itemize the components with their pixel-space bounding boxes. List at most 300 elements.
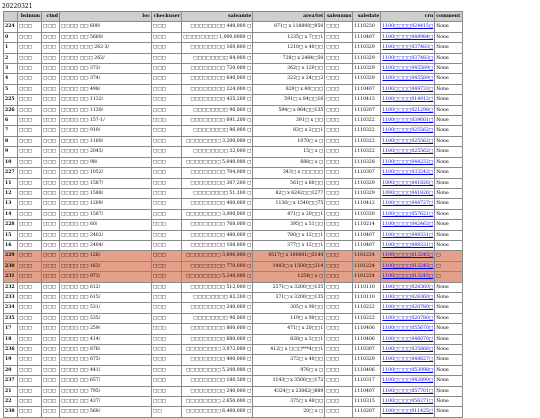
checkuser-cell: □□□ (152, 261, 182, 271)
table-row (4, 220, 463, 230)
area-cell: 828□ x 3□□1 (253, 334, 325, 344)
cru-link[interactable]: 1090□□□□041826□ (381, 188, 435, 198)
loc-cell: □□□□ □□ 2402/ (60, 230, 152, 240)
checkuser-cell: □□□ (152, 313, 182, 323)
ctnd-cell: □□□ (42, 84, 60, 94)
row-index: 14 (4, 209, 18, 219)
saledate-cell: 1110207 (353, 105, 381, 115)
checkuser-cell: □□□ (152, 334, 182, 344)
saleamte-cell: □□□□□□□□ 83,200 □ (182, 292, 253, 302)
saleamte-cell: □□□□□□□□ 3,696,000 □ (182, 251, 253, 261)
loc-cell: □□□□ □□ 163/ (60, 261, 152, 271)
table-row (4, 365, 463, 375)
salenums-cell: □□□ (325, 84, 353, 94)
checkuser-cell: □□□ (152, 188, 182, 198)
saledate-cell: 1110214 (353, 220, 381, 230)
area-cell: 1403□ x 1500□□314 (253, 261, 325, 271)
comment-cell: None (435, 22, 463, 32)
checkuser-cell: □□□ (152, 74, 182, 84)
column-header-checkuser[interactable]: checkuser (152, 12, 182, 22)
bsinum-cell: □□□ (18, 365, 42, 375)
loc-cell: □□□□ □□ 919/ (60, 126, 152, 136)
saledate-cell: 1110322 (353, 126, 381, 136)
comment-cell: None (435, 240, 463, 250)
table-row (4, 178, 463, 188)
area-cell: 471□ x 20□□1 (253, 209, 325, 219)
column-header-index[interactable] (4, 12, 18, 22)
ctnd-cell: □□□ (42, 168, 60, 178)
area-cell: 20□ x □ (253, 407, 325, 417)
cru-link[interactable]: 1100□□□□025562□ (381, 136, 435, 146)
row-index: 232 (4, 282, 18, 292)
cru-link[interactable]: 1100□□□□055670□ (381, 324, 435, 334)
ctnd-cell: □□□ (42, 116, 60, 126)
saledate-cell: 1110329 (353, 64, 381, 74)
cru-link[interactable]: 1100□□□□046070□ (381, 334, 435, 344)
cru-link[interactable]: 1100□□□□049733□ (381, 84, 435, 94)
saledate-cell: 1101224 (353, 251, 381, 261)
salenums-cell: □□□ (325, 168, 353, 178)
cru-link[interactable]: 1100□□□□037483□ (381, 43, 435, 53)
comment-cell: None (435, 230, 463, 240)
salenums-cell: □□□ (325, 95, 353, 105)
ctnd-cell: □□□ (42, 407, 60, 417)
checkuser-cell: □□□ (152, 136, 182, 146)
bsinum-cell: □□□ (18, 188, 42, 198)
table-row (4, 32, 463, 42)
loc-cell: □□□□ □□ 498/ (60, 84, 152, 94)
loc-cell: □□□□ □□ 157-1/ (60, 116, 152, 126)
bsinum-cell: □□□ (18, 157, 42, 167)
ctnd-cell: □□□ (42, 178, 60, 188)
saledate-cell: 1101224 (353, 261, 381, 271)
loc-cell: □□□□ □□ 973/ (60, 272, 152, 282)
ctnd-cell: □□□ (42, 282, 60, 292)
cru-link[interactable]: 1100□□□□048827□ (381, 355, 435, 365)
saleamte-cell: □□□□□□□□ 5,248,000 □ (182, 272, 253, 282)
ctnd-cell: □□□ (42, 230, 60, 240)
checkuser-cell: □□□ (152, 126, 182, 136)
ctnd-cell: □□□ (42, 188, 60, 198)
cru-link[interactable]: 1100□□□□021298□ (381, 105, 435, 115)
row-index: 7 (4, 126, 18, 136)
checkuser-cell: □□□ (152, 345, 182, 355)
area-cell: 4517□ x 100001□3144 (253, 251, 325, 261)
checkuser-cell: □□□ (152, 105, 182, 115)
saleamte-cell: □□□□□□□□ 400,000 □ (182, 199, 253, 209)
bsinum-cell: □□□ (18, 303, 42, 313)
saledate-cell: 1110222 (353, 303, 381, 313)
loc-cell: □□□□ □□ 615/ (60, 292, 152, 302)
column-header-saledate[interactable]: saledate (353, 12, 381, 22)
cru-link[interactable]: 1090□□□□041826□ (381, 178, 435, 188)
cru-link[interactable]: 1100□□□□049331□ (381, 230, 435, 240)
salenums-cell: □□□ (325, 220, 353, 230)
area-cell: 829□ x 80□□□ (253, 84, 325, 94)
checkuser-cell: □□□ (152, 365, 182, 375)
area-cell: 412□ x □□□***4□□1 (253, 345, 325, 355)
table-row (4, 251, 463, 261)
column-header-area-tet[interactable]: area/tet (253, 12, 325, 22)
cru-link[interactable]: 1100□□□□039601□ (381, 116, 435, 126)
table-row (4, 168, 463, 178)
comment-cell: None (435, 84, 463, 94)
cru-link[interactable]: 1100□□□□044727□ (381, 199, 435, 209)
table-row (4, 397, 463, 407)
row-index: 13 (4, 199, 18, 209)
bsinum-cell: □□□ (18, 251, 42, 261)
loc-cell: □□□□ □□ 675/ (60, 355, 152, 365)
loc-cell: □□□□ □□ 1587/ (60, 178, 152, 188)
comment-cell: □ (435, 272, 463, 282)
comment-cell: None (435, 365, 463, 375)
comment-cell: None (435, 292, 463, 302)
row-index: 233 (4, 292, 18, 302)
saleamte-cell: □□□□□□□□ 1,000,0000 □ (182, 32, 253, 42)
row-index: 16 (4, 240, 18, 250)
salenums-cell: □□□ (325, 407, 353, 417)
ctnd-cell: □□□ (42, 43, 60, 53)
row-index: 17 (4, 324, 18, 334)
comment-cell: None (435, 324, 463, 334)
saledate-cell: 1110230 (353, 22, 381, 32)
saleamte-cell: □□□□□□□□ 307,200 □ (182, 178, 253, 188)
row-index: 2 (4, 53, 18, 63)
cru-link[interactable]: 1100□□□□013245□ (381, 272, 435, 282)
bsinum-cell: □□□ (18, 292, 42, 302)
bsinum-cell: □□□ (18, 84, 42, 94)
saledate-cell: 1110406 (353, 334, 381, 344)
area-cell: 1070□ x □ (253, 136, 325, 146)
ctnd-cell: □□□ (42, 292, 60, 302)
salenums-cell: □□□ (325, 188, 353, 198)
area-cell: 871□ x 118800□950 (253, 22, 325, 32)
table-body (4, 22, 463, 417)
row-index: 235 (4, 313, 18, 323)
ctnd-cell: □□□ (42, 365, 60, 375)
saledate-cell: 1110329 (353, 43, 381, 53)
cru-link[interactable]: 1100□□□□053998□ (381, 365, 435, 375)
saledate-cell: 1110329 (353, 178, 381, 188)
cru-link[interactable]: 1100□□□□014912□ (381, 95, 435, 105)
bsinum-cell: □□□ (18, 126, 42, 136)
cru-link[interactable]: 1100□□□□013245□ (381, 251, 435, 261)
table-header (4, 12, 463, 22)
bsinum-cell: □□□ (18, 407, 42, 417)
area-cell: 373□ x 40□□ (253, 355, 325, 365)
column-header-ctnd[interactable]: ctnd (42, 12, 60, 22)
area-cell: 1254□ x □ (253, 272, 325, 282)
loc-cell: □□□□ □□□ 262-3/ (60, 43, 152, 53)
salenums-cell: □□□ (325, 230, 353, 240)
table-row (4, 292, 463, 302)
area-cell: 395□ x 51□□ (253, 220, 325, 230)
ctnd-cell: □□□ (42, 376, 60, 386)
row-index: 22 (4, 397, 18, 407)
comment-cell: □ (435, 261, 463, 271)
row-index: 21 (4, 386, 18, 396)
saleamte-cell: □□□□□□□□ 448,000 □ (182, 22, 253, 32)
area-cell: 375□ x 40□□ (253, 397, 325, 407)
ctnd-cell: □□□ (42, 74, 60, 84)
cru-link[interactable]: 1100□□□□042890□ (381, 376, 435, 386)
bsinum-cell: □□□ (18, 261, 42, 271)
area-cell: 1143□ x 3500□□172 (253, 376, 325, 386)
row-index: 20 (4, 365, 18, 375)
row-index: 225 (4, 95, 18, 105)
loc-cell: □□□□ □□ 126/ (60, 251, 152, 261)
checkuser-cell: □□□ (152, 324, 182, 334)
table-row (4, 116, 463, 126)
table-row (4, 147, 463, 157)
bsinum-cell: □□□ (18, 116, 42, 126)
saleamte-cell: □□□□□□□□ 96,000 □ (182, 105, 253, 115)
saledate-cell: 1110329 (353, 74, 381, 84)
row-index: 3 (4, 64, 18, 74)
table-row (4, 407, 463, 417)
checkuser-cell: □□□ (152, 272, 182, 282)
table-row (4, 126, 463, 136)
comment-cell: None (435, 147, 463, 157)
loc-cell: □□□□ □□ 441/ (60, 365, 152, 375)
cru-link[interactable]: 1100□□□□045589□ (381, 64, 435, 74)
cru-link[interactable]: 1100□□□□057701□ (381, 386, 435, 396)
loc-cell: □□□□ □□ 876/ (60, 345, 152, 355)
saleamte-cell: □□□□□□□□ 480,000 □ (182, 230, 253, 240)
ctnd-cell: □□□ (42, 397, 60, 407)
cru-link[interactable]: 1100□□□□025562□ (381, 147, 435, 157)
row-index: 12 (4, 188, 18, 198)
checkuser-cell: □□□ (152, 220, 182, 230)
table-row (4, 240, 463, 250)
comment-cell: None (435, 74, 463, 84)
salenums-cell: □□□ (325, 345, 353, 355)
saleamte-cell: □□□□□□□□ 224,000 □ (182, 84, 253, 94)
comment-cell: None (435, 168, 463, 178)
saledate-cell: 1110407 (353, 84, 381, 94)
cru-link[interactable]: 1100□□□□042463□ (381, 220, 435, 230)
cru-link[interactable]: 1100□□□□025562□ (381, 126, 435, 136)
comment-cell: None (435, 376, 463, 386)
comment-cell: None (435, 345, 463, 355)
cru-link[interactable]: 1100□□□□020780□ (381, 303, 435, 313)
bsinum-cell: □□□ (18, 199, 42, 209)
area-cell: 391□ x □□ (253, 116, 325, 126)
area-cell: 561□ x 60□□ (253, 178, 325, 188)
checkuser-cell: □□□ (152, 84, 182, 94)
saledate-cell: 1110222 (353, 313, 381, 323)
area-cell: 119□ x 90□□ (253, 313, 325, 323)
column-header-comment[interactable]: comment (435, 12, 463, 22)
loc-cell: □□□□ □□ 374/ (60, 74, 152, 84)
comment-cell: None (435, 220, 463, 230)
saleamte-cell: □□□□□□□□ 240,000 □ (182, 303, 253, 313)
salenums-cell: □□□ (325, 178, 353, 188)
saledate-cell: 1110207 (353, 407, 381, 417)
checkuser-cell: □□□ (152, 209, 182, 219)
ctnd-cell: □□□ (42, 95, 60, 105)
column-header-salenums[interactable]: salenums (325, 12, 353, 22)
area-cell: 728□ x 2484□50 (253, 53, 325, 63)
loc-cell: □□□□ □□ 259/ (60, 324, 152, 334)
salenums-cell: □□□ (325, 199, 353, 209)
ctnd-cell: □□□ (42, 157, 60, 167)
checkuser-cell: □□□ (152, 282, 182, 292)
table-row (4, 313, 463, 323)
salenums-cell: □□□ (325, 261, 353, 271)
ctnd-cell: □□□ (42, 32, 60, 42)
saledate-cell: 1110406 (353, 365, 381, 375)
saleamte-cell: □□□□□□□□ 3,072,000 □ (182, 345, 253, 355)
salenums-cell: □□□ (325, 74, 353, 84)
comment-cell: □ (435, 251, 463, 261)
ctnd-cell: □□□ (42, 261, 60, 271)
row-index: 9 (4, 147, 18, 157)
column-header-cru[interactable]: cru (381, 12, 435, 22)
row-index: 15 (4, 230, 18, 240)
salenums-cell: □□□ (325, 365, 353, 375)
cru-link[interactable]: 1100□□□□056271□ (381, 397, 435, 407)
comment-cell: None (435, 334, 463, 344)
ctnd-cell: □□□ (42, 345, 60, 355)
saledate-cell: 1110412 (353, 199, 381, 209)
saleamte-cell: □□□□□□□□ 240,000 □ (182, 386, 253, 396)
salenums-cell: □□□ (325, 251, 353, 261)
area-cell: 1210□ x 40□□ (253, 43, 325, 53)
row-index: 230 (4, 261, 18, 271)
row-index: 18 (4, 334, 18, 344)
checkuser-cell: □□□ (152, 22, 182, 32)
loc-cell: □□□□ □□ 1209/ (60, 199, 152, 209)
table-row (4, 282, 463, 292)
row-index: 5 (4, 84, 18, 94)
salenums-cell: □□□ (325, 105, 353, 115)
cru-link[interactable]: 1100□□□□028360□ (381, 292, 435, 302)
ctnd-cell: □□□ (42, 53, 60, 63)
row-index: 0 (4, 32, 18, 42)
comment-cell: None (435, 386, 463, 396)
salenums-cell: □□□ (325, 386, 353, 396)
loc-cell: □□□□ □□ 1588/ (60, 188, 152, 198)
checkuser-cell: □□□ (152, 178, 182, 188)
bsinum-cell: □□□ (18, 178, 42, 188)
saleamte-cell: □□□□□□□□ 160,800 □ (182, 43, 253, 53)
comment-cell: None (435, 407, 463, 417)
column-header-bsinum[interactable]: bsinum (18, 12, 42, 22)
table-row (4, 43, 463, 53)
cru-link[interactable]: 1100□□□□048984□ (381, 32, 435, 42)
cru-link[interactable]: 1100□□□□024415□ (381, 22, 435, 32)
comment-cell: None (435, 136, 463, 146)
cru-link[interactable]: 1100□□□□044232□ (381, 157, 435, 167)
bsinum-cell: □□□ (18, 376, 42, 386)
loc-cell: □□□□ □□ 612/ (60, 282, 152, 292)
ctnd-cell: □□□ (42, 22, 60, 32)
salenums-cell: □□□ (325, 376, 353, 386)
cru-link[interactable]: 1100□□□□049331□ (381, 240, 435, 250)
saledate-cell: 1110322 (353, 136, 381, 146)
saledate-cell: 1110110 (353, 292, 381, 302)
checkuser-cell: □□□ (152, 376, 182, 386)
saledate-cell: 1110329 (353, 53, 381, 63)
ctnd-cell: □□□ (42, 313, 60, 323)
cru-link[interactable]: 1100□□□□037483□ (381, 53, 435, 63)
bsinum-cell: □□□ (18, 345, 42, 355)
comment-cell: None (435, 397, 463, 407)
loc-cell: □□□□ □□ 1130/ (60, 105, 152, 115)
table-row (4, 136, 463, 146)
saledate-cell: 1110307 (353, 345, 381, 355)
ctnd-cell: □□□ (42, 136, 60, 146)
table-row (4, 188, 463, 198)
table-row (4, 334, 463, 344)
comment-cell: None (435, 32, 463, 42)
checkuser-cell: □□□ (152, 147, 182, 157)
cru-link[interactable]: 1100□□□□057621□ (381, 209, 435, 219)
comment-cell: None (435, 157, 463, 167)
salenums-cell: □□□ (325, 43, 353, 53)
salenums-cell: □□□ (325, 292, 353, 302)
loc-cell: □□□□ □□ 1132/ (60, 95, 152, 105)
salenums-cell: □□□ (325, 334, 353, 344)
bsinum-cell: □□□ (18, 168, 42, 178)
saledate-cell: 1110317 (353, 376, 381, 386)
comment-cell: None (435, 105, 463, 115)
table-row (4, 84, 463, 94)
saleamte-cell: □□□□□□□□ 691,200 □ (182, 116, 253, 126)
checkuser-cell: □□□ (152, 397, 182, 407)
bsinum-cell: □□□ (18, 397, 42, 407)
checkuser-cell: □□□ (152, 168, 182, 178)
ctnd-cell: □□□ (42, 105, 60, 115)
cru-link[interactable]: 1100□□□□020780□ (381, 313, 435, 323)
row-index: 229 (4, 251, 18, 261)
column-header-loc[interactable]: loc (60, 12, 152, 22)
salenums-cell: □□□ (325, 147, 353, 157)
bsinum-cell: □□□ (18, 32, 42, 42)
ctnd-cell: □□□ (42, 386, 60, 396)
bsinum-cell: □□□ (18, 324, 42, 334)
page-title: 20220321 (2, 3, 33, 10)
saleamte-cell: □□□□□□□□ 96,000 □ (182, 126, 253, 136)
bsinum-cell: □□□ (18, 272, 42, 282)
area-cell: 1235□ x 7□□1 (253, 32, 325, 42)
cru-link[interactable]: 1100□□□□033242□ (381, 168, 435, 178)
loc-cell: □□□□ □□ 535/ (60, 313, 152, 323)
area-cell: 82□ x 6242□□1277 (253, 188, 325, 198)
bsinum-cell: □□□ (18, 43, 42, 53)
comment-cell: None (435, 282, 463, 292)
saledate-cell: 1110406 (353, 324, 381, 334)
column-header-saleamte[interactable]: saleamte (182, 12, 253, 22)
table-row (4, 105, 463, 115)
loc-cell: □□□□ □□□ 262/ (60, 53, 152, 63)
cru-link[interactable]: 1100□□□□011425□ (381, 407, 435, 417)
table-row (4, 53, 463, 63)
salenums-cell: □□□ (325, 272, 353, 282)
cru-link[interactable]: 1100□□□□035866□ (381, 345, 435, 355)
saledate-cell: 1110315 (353, 397, 381, 407)
table-row (4, 230, 463, 240)
table-row (4, 376, 463, 386)
cru-link[interactable]: 1100□□□□013245□ (381, 261, 435, 271)
checkuser-cell: □□□ (152, 64, 182, 74)
area-cell: 594□ x 864□□135 (253, 105, 325, 115)
bsinum-cell: □□□ (18, 230, 42, 240)
cru-link[interactable]: 1100□□□□045589□ (381, 74, 435, 84)
table-row (4, 272, 463, 282)
cru-link[interactable]: 1100□□□□028360□ (381, 282, 435, 292)
